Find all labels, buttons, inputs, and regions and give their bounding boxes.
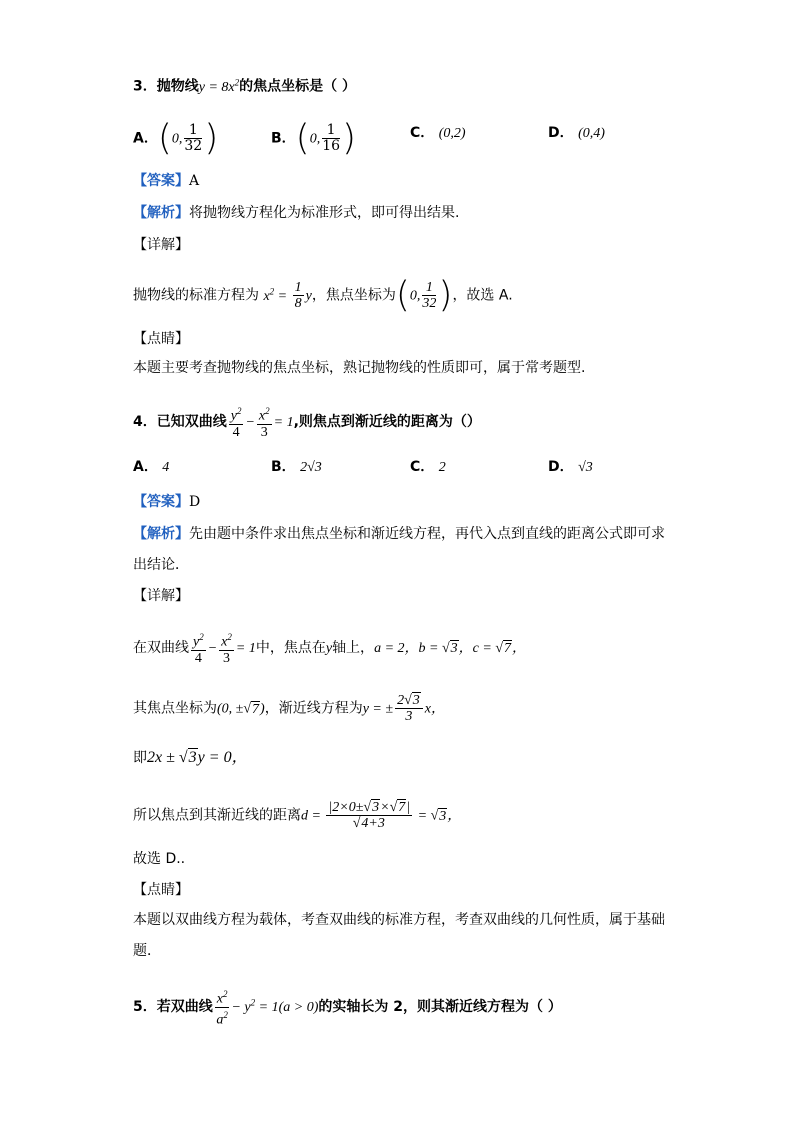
question-3-stem: 3．抛物线$y = 8x^2$的焦点坐标是（ ） (133, 77, 356, 95)
answer-tag: 【答案】 (133, 173, 189, 189)
comment-tag: 【点睛】 (133, 331, 189, 347)
option-a: A．(0, $\frac{1}{32}$ ) (133, 117, 219, 159)
answer-value: D (189, 494, 201, 510)
option-d: D． (0,4) (548, 125, 605, 141)
analysis-line: 【解析】先由题中条件求出焦点坐标和渐近线方程，再代入点到直线的距离公式即可求 (133, 526, 665, 542)
comment-text: 本题主要考查抛物线的焦点坐标，熟记抛物线的性质即可，属于常考题型. (133, 360, 586, 376)
detail-line-2: 其焦点坐标为(0, ±√7)，渐近线方程为y = ± $\frac{2√3}{3}$ x， (133, 693, 445, 724)
detail-line: 抛物线的标准方程为 $x^2$ = $\frac{1}{8}$ y，焦点坐标为(0, $\frac{1}{32}$ )，故选 A. (133, 274, 513, 316)
analysis-tag: 【解析】 (133, 526, 189, 542)
question-number: 4． (133, 413, 157, 430)
detail-line-3: 即2x ± √3y = 0， (133, 749, 248, 766)
detail-line-5: 故选 D.. (133, 851, 186, 867)
option-b: B．(0, $\frac{1}{16}$ ) (271, 117, 357, 159)
detail-tag: 【详解】 (133, 588, 189, 604)
answer-line (133, 171, 199, 191)
option-c: C． (0,2) (410, 125, 466, 141)
question-number: 5． (133, 999, 157, 1016)
analysis-tag: 【解析】 (133, 205, 189, 221)
answer-value: A (189, 173, 200, 189)
question-4-stem: 4．已知双曲线 $\frac{y^2}{4}$ − $\frac{x^2}{3}$ = 1,则焦点到渐近线的距离为（） (133, 406, 481, 440)
analysis-line-2: 出结论． (133, 557, 189, 573)
answer-tag: 【答案】 (133, 494, 189, 510)
comment-text-2: 题． (133, 943, 161, 959)
option-c: C． 2 (410, 459, 446, 475)
answer-line (133, 492, 200, 512)
comment-tag: 【点睛】 (133, 882, 189, 898)
option-d: D． √3 (548, 459, 593, 475)
stem-text: 的焦点坐标是（ ） (239, 78, 356, 95)
question-5-stem: 5．若双曲线 $\frac{x^2}{a^2}$ − $y^2 = 1(a > 0)$的实轴长为 2，则其渐近线方程为（ ） (133, 989, 562, 1028)
comment-text-1: 本题以双曲线方程为载体，考查双曲线的标准方程，考查双曲线的几何性质，属于基础 (133, 912, 665, 928)
question-number: 3． (133, 78, 157, 95)
detail-tag: 【详解】 (133, 237, 189, 253)
option-a: A． 4 (133, 459, 170, 475)
detail-line-4: 所以焦点到其渐近线的距离d = $\frac{|2\times 0\pm√3\times√7|}{√4+3}$ = √3， (133, 800, 462, 831)
analysis-line: 【解析】将抛物线方程化为标准形式，即可得出结果. (133, 205, 460, 221)
stem-text: 抛物线 (156, 78, 199, 95)
option-b: B． 2√3 (271, 459, 322, 475)
detail-line-1: 在双曲线 $\frac{y^2}{4}$ − $\frac{x^2}{3}$ = 1中，焦点在y轴上，a = 2，b = √3，c = √7， (133, 632, 527, 666)
